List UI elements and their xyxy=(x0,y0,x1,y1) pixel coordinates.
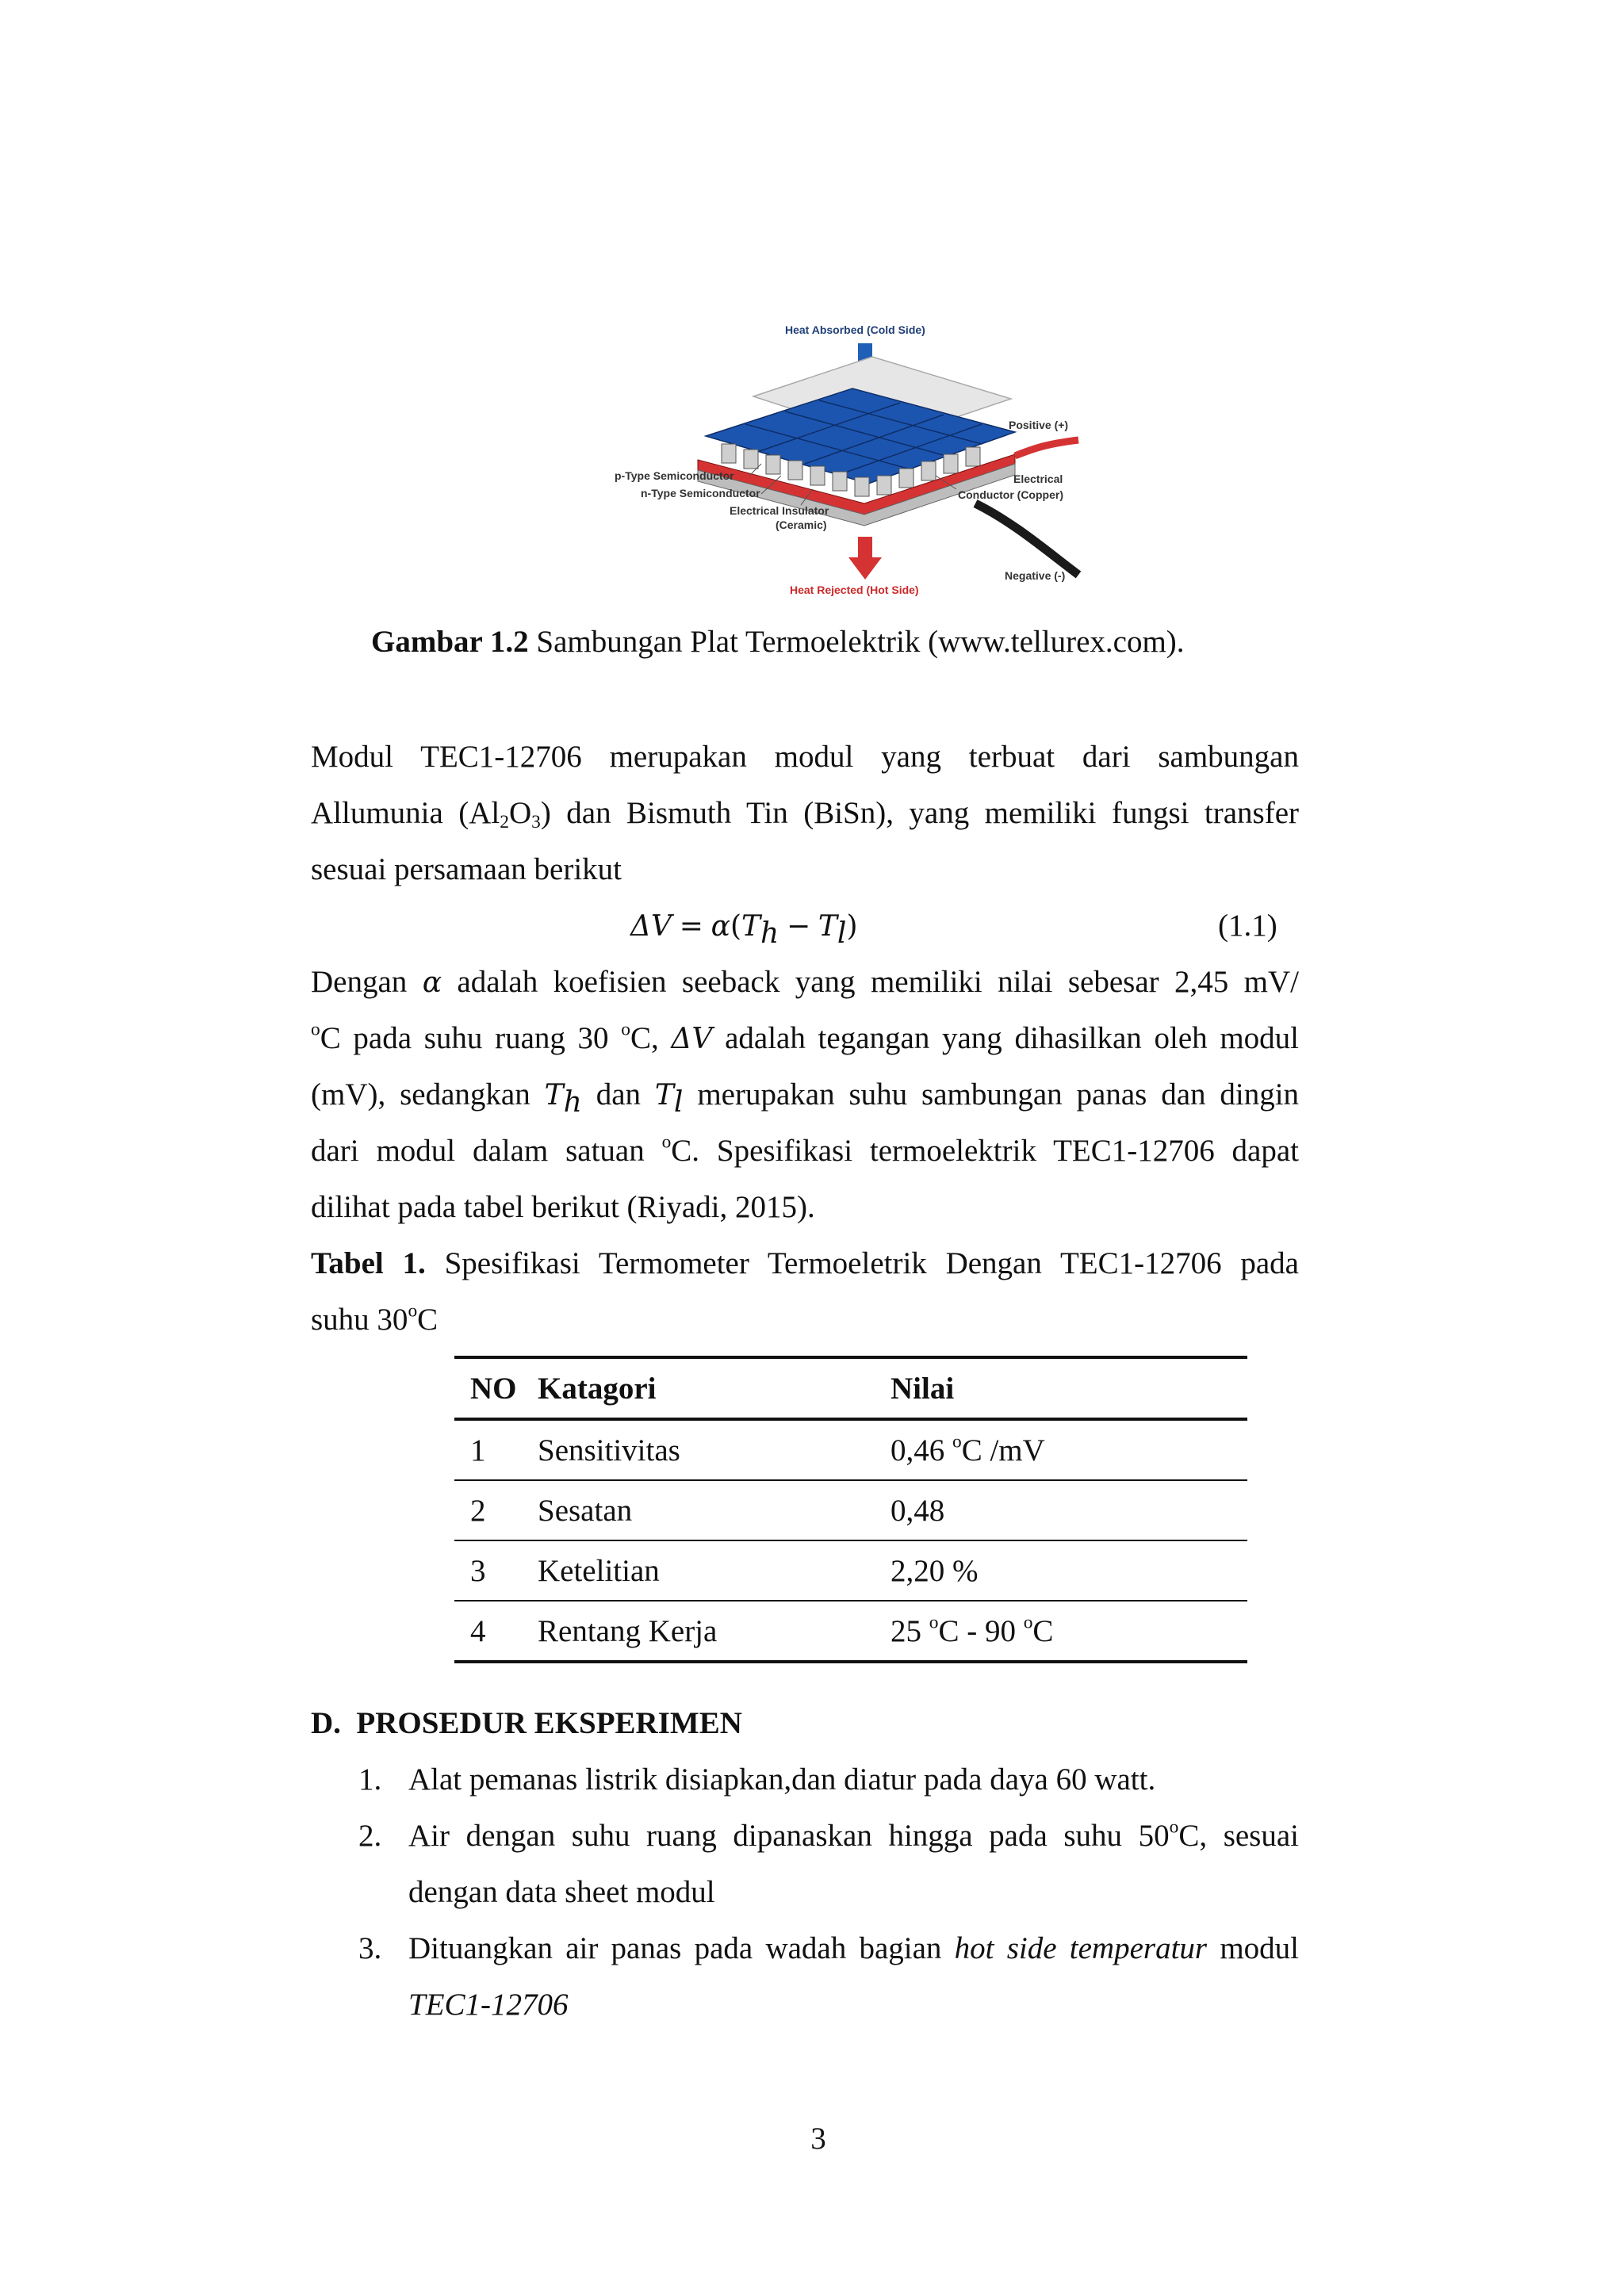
list-item: 3. Dituangkan air panas pada wadah bagian hot side temperatur modul TEC1-12706 xyxy=(358,1931,1299,2022)
negative-wire xyxy=(975,503,1078,575)
cell-kategori: Ketelitian xyxy=(538,1553,660,1588)
heat-rejected-label: Heat Rejected (Hot Side) xyxy=(790,584,919,596)
figure-caption-text: Sambungan Plat Termoelektrik (www.tellurex.com). xyxy=(528,625,1185,659)
cell-no: 3 xyxy=(470,1553,486,1588)
negative-label: Negative (-) xyxy=(1005,569,1066,582)
header-kategori: Katagori xyxy=(538,1371,657,1406)
positive-wire xyxy=(1015,440,1078,456)
cell-kategori: Sesatan xyxy=(538,1493,633,1528)
ceramic-label: (Ceramic) xyxy=(776,519,827,531)
header-no: NO xyxy=(470,1371,517,1406)
cell-nilai: 2,20 % xyxy=(891,1553,979,1588)
equation-number: (1.1) xyxy=(1218,909,1277,943)
table-caption-line-2: suhu 30$^o$C xyxy=(311,1300,439,1337)
paragraph-explanation-line-2: $^o$C pada suhu ruang 30 $^o$C, ΔV adalah tegangan yang dihasilkan oleh modul xyxy=(311,1019,1299,1055)
section-heading: D. PROSEDUR EKSPERIMEN xyxy=(311,1706,742,1740)
table-row xyxy=(454,1480,1247,1540)
electrical-insulator-label: Electrical Insulator xyxy=(730,504,829,517)
cell-nilai: 0,48 xyxy=(891,1493,945,1528)
positive-label: Positive (+) xyxy=(1009,419,1069,431)
cell-kategori: Rentang Kerja xyxy=(538,1613,718,1648)
conductor-label: Conductor (Copper) xyxy=(958,488,1063,501)
thermoelectric-diagram xyxy=(603,313,1094,614)
electrical-label: Electrical xyxy=(1013,473,1063,485)
cell-kategori: Sensitivitas xyxy=(538,1433,680,1468)
table-caption-line-1: Tabel 1. Spesifikasi Termometer Termoeletrik Dengan TEC1-12706 pada xyxy=(311,1246,1299,1280)
paragraph-intro xyxy=(311,729,1299,897)
cell-nilai: 25 $^o$C - 90 $^o$C xyxy=(891,1612,1054,1648)
cell-no: 1 xyxy=(470,1433,486,1468)
cell-no: 4 xyxy=(470,1613,486,1648)
p-type-label: p-Type Semiconductor xyxy=(615,469,734,482)
table-header-row xyxy=(454,1357,1247,1419)
n-type-label: n-Type Semiconductor xyxy=(641,487,760,499)
spec-table xyxy=(454,1356,1247,1663)
table-caption xyxy=(311,1235,1299,1348)
paragraph-explanation-line-1: Dengan α adalah koefisien seeback yang memiliki nilai sebesar 2,45 mV/ xyxy=(311,965,1300,999)
paragraph-intro-line-3: sesuai persamaan berikut xyxy=(311,852,622,886)
figure-caption-label: Gambar 1.2 xyxy=(371,625,529,659)
cell-no: 2 xyxy=(470,1493,486,1528)
heat-rejected-arrow-shaft xyxy=(858,537,872,559)
table-row xyxy=(454,1419,1247,1480)
table-row xyxy=(454,1540,1247,1601)
paragraph-explanation-line-5: dilihat pada tabel berikut (Riyadi, 2015). xyxy=(311,1190,815,1224)
equation-1-1: $\Delta V = \alpha(T_h - T_l)$ xyxy=(630,910,858,950)
list-item: 2. Air dengan suhu ruang dipanaskan hingga pada suhu 50$^o$C, sesuai dengan data sheet modul xyxy=(358,1816,1299,1909)
heat-absorbed-label: Heat Absorbed (Cold Side) xyxy=(785,323,925,336)
cell-nilai: 0,46 $^o$C /mV xyxy=(891,1431,1045,1468)
paragraph-intro-line-1: Modul TEC1-12706 merupakan modul yang terbuat dari sambungan xyxy=(311,740,1299,774)
step-list xyxy=(311,1751,1299,2033)
paragraph-intro-line-2: Allumunia $(Al_2O_3)$ dan Bismuth Tin (BiSn), yang memiliki fungsi transfer xyxy=(311,796,1299,832)
figure-caption xyxy=(371,618,1185,666)
heat-rejected-arrow-head xyxy=(848,557,882,580)
table-row xyxy=(454,1601,1247,1662)
page-number: 3 xyxy=(810,2122,826,2156)
paragraph-explanation-line-3: (mV), sedangkan $T_h$ dan $T_l$ merupakan suhu sambungan panas dan dingin xyxy=(311,1077,1300,1119)
thermoelectric-figure xyxy=(603,313,1094,614)
list-item: 1. Alat pemanas listrik disiapkan,dan diatur pada daya 60 watt. xyxy=(358,1762,1156,1797)
header-nilai: Nilai xyxy=(891,1371,955,1406)
paragraph-explanation-line-4: dari modul dalam satuan $^o$C. Spesifikasi termoelektrik TEC1-12706 dapat xyxy=(311,1131,1300,1168)
paragraph-explanation xyxy=(311,954,1299,1235)
